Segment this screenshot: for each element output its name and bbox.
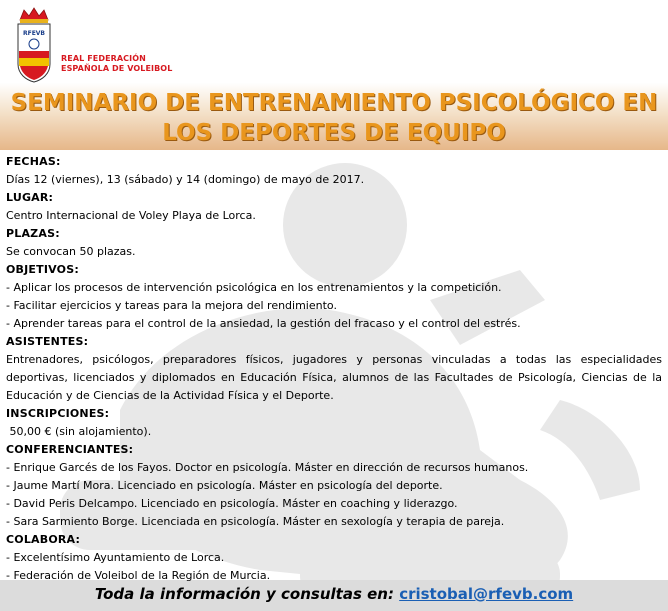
conferenciante-item: - David Peris Delcampo. Licenciado en psicología. Máster en coaching y liderazgo. — [6, 497, 458, 510]
fechas-text: Días 12 (viernes), 13 (sábado) y 14 (domingo) de mayo de 2017. — [6, 173, 365, 186]
objetivo-item: - Facilitar ejercicios y tareas para la mejora del rendimiento. — [6, 299, 337, 312]
colabora-label: COLABORA: — [6, 533, 81, 546]
asistentes-label: ASISTENTES: — [6, 335, 89, 348]
plazas-text: Se convocan 50 plazas. — [6, 245, 136, 258]
svg-text:RFEVB: RFEVB — [22, 30, 46, 37]
inscripciones-text: 50,00 € (sin alojamiento). — [6, 425, 152, 438]
colabora-item: - Excelentísimo Ayuntamiento de Lorca. — [6, 551, 225, 564]
objetivos-label: OBJETIVOS: — [6, 263, 79, 276]
conferenciante-item: - Enrique Garcés de los Fayos. Doctor en psicología. Máster en dirección de recursos humanos. — [6, 461, 529, 474]
objetivo-item: - Aplicar los procesos de intervención psicológica en los entrenamientos y la competición. — [6, 281, 502, 294]
conferenciantes-label: CONFERENCIANTES: — [6, 443, 134, 456]
event-details — [6, 153, 662, 585]
org-line-2: ESPAÑOLA DE VOLEIBOL — [61, 64, 173, 73]
contact-email-link[interactable]: cristobal@rfevb.com — [399, 585, 574, 603]
objetivo-item: - Aprender tareas para el control de la ansiedad, la gestión del fracaso y el control del estrés. — [6, 317, 521, 330]
lugar-text: Centro Internacional de Voley Playa de Lorca. — [6, 209, 256, 222]
colabora-item: - Federación de Voleibol de la Región de Murcia. — [6, 569, 271, 582]
page-title — [0, 88, 668, 148]
title-line-2: LOS DEPORTES DE EQUIPO — [162, 120, 506, 146]
rfevb-crest-logo — [12, 6, 56, 84]
fechas-label: FECHAS: — [6, 155, 61, 168]
inscripciones-label: INSCRIPCIONES: — [6, 407, 110, 420]
plazas-label: PLAZAS: — [6, 227, 60, 240]
org-line-1: REAL FEDERACIÓN — [61, 54, 146, 63]
contact-footer — [0, 585, 668, 603]
header-band — [0, 0, 668, 150]
asistentes-text: Entrenadores, psicólogos, preparadores físicos, jugadores y personas vinculadas a todas las especialidades deportivas, licenciados y diplomados en Educación Física, alumnos de las Facultades de Psicología, Ciencias de la Educación y de Ciencias de la Actividad Física y el Deporte. — [6, 353, 662, 402]
contact-text: Toda la información y consultas en: — [94, 585, 400, 603]
lugar-label: LUGAR: — [6, 191, 54, 204]
conferenciante-item: - Sara Sarmiento Borge. Licenciada en psicología. Máster en sexología y terapia de pareja. — [6, 515, 505, 528]
conferenciante-item: - Jaume Martí Mora. Licenciado en psicología. Máster en psicología del deporte. — [6, 479, 443, 492]
title-line-1: SEMINARIO DE ENTRENAMIENTO PSICOLÓGICO EN — [10, 90, 658, 116]
federation-name — [61, 54, 172, 74]
